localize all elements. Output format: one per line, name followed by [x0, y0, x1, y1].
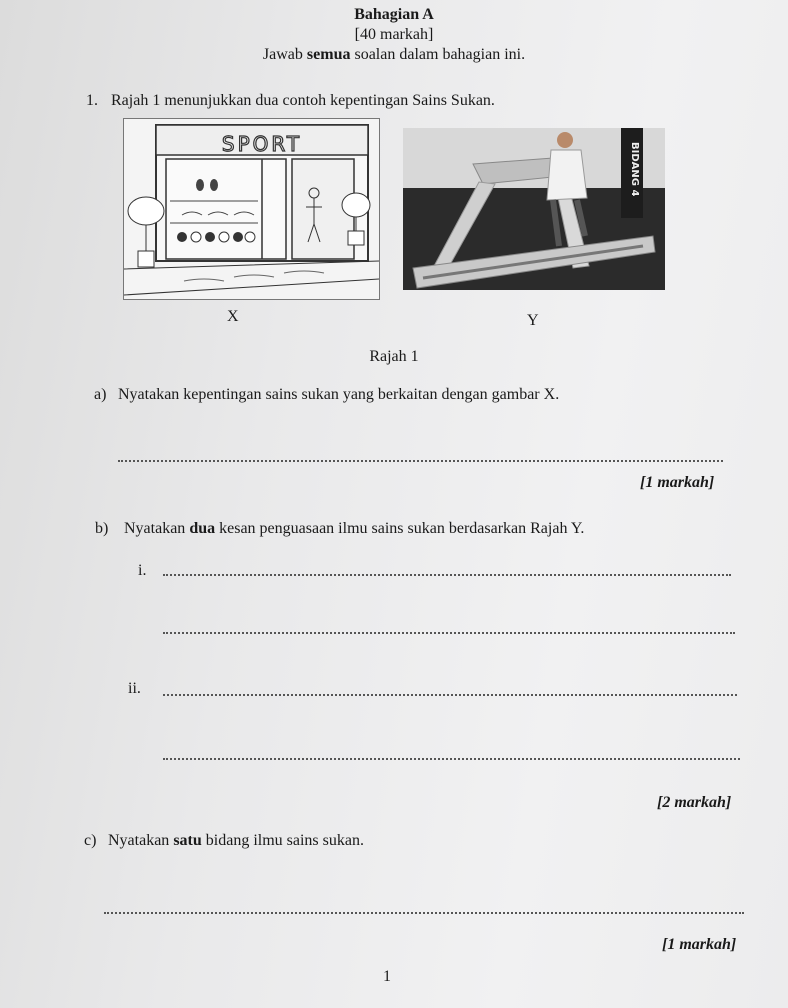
part-c-marks: [1 markah]	[662, 936, 737, 953]
page-number: 1	[383, 968, 391, 985]
part-c-text-post: bidang ilmu sains sukan.	[201, 832, 364, 849]
question-number: 1.	[86, 92, 98, 109]
part-b-ii-answer-line-2[interactable]	[163, 758, 740, 760]
part-b-text	[124, 520, 584, 538]
treadmill-photo-icon	[403, 128, 665, 290]
instruction-pre: Jawab	[262, 46, 307, 63]
part-c-text	[108, 832, 364, 850]
part-b-subpart-i: i.	[138, 562, 147, 579]
section-title: Bahagian A	[354, 6, 434, 23]
part-a-text: Nyatakan kepentingan sains sukan yang berkaitan dengan gambar X.	[118, 386, 560, 403]
part-c-label: c)	[84, 832, 97, 849]
shop-sign: SPORT	[221, 132, 303, 156]
instruction-bold: semua	[306, 46, 351, 63]
part-b-i-answer-line-1[interactable]	[163, 574, 731, 576]
total-marks	[0, 26, 788, 44]
figure-x-image	[123, 118, 380, 300]
part-a-answer-line[interactable]	[118, 460, 723, 462]
part-b-text-post: kesan penguasaan ilmu sains sukan berdasarkan Rajah Y.	[215, 520, 585, 537]
question-stem: Rajah 1 menunjukkan dua contoh kepentingan Sains Sukan.	[111, 92, 495, 109]
part-b-label: b)	[95, 520, 109, 537]
part-b-text-pre: Nyatakan	[124, 520, 190, 537]
figure-caption: Rajah 1	[369, 348, 419, 365]
sports-shop-illustration-icon	[124, 119, 379, 299]
part-b-ii-answer-line-1[interactable]	[163, 694, 737, 696]
banner-text: BIDANG 4	[629, 142, 640, 197]
instruction	[0, 46, 788, 64]
part-b-marks: [2 markah]	[657, 794, 732, 811]
part-c-text-pre: Nyatakan	[108, 832, 174, 849]
total-marks-text: [40 markah]	[354, 26, 434, 43]
part-a-label: a)	[94, 386, 107, 403]
part-b-subpart-ii: ii.	[128, 680, 141, 697]
instruction-post: soalan dalam bahagian ini.	[350, 46, 526, 63]
figure-y-label: Y	[527, 312, 539, 329]
figure-x-label: X	[227, 308, 239, 325]
part-a-marks: [1 markah]	[640, 474, 715, 491]
part-c-answer-line[interactable]	[104, 912, 744, 914]
part-b-i-answer-line-2[interactable]	[163, 632, 735, 634]
figure-y-image	[403, 128, 665, 290]
part-b-text-bold: dua	[189, 520, 216, 537]
part-c-text-bold: satu	[173, 832, 202, 849]
